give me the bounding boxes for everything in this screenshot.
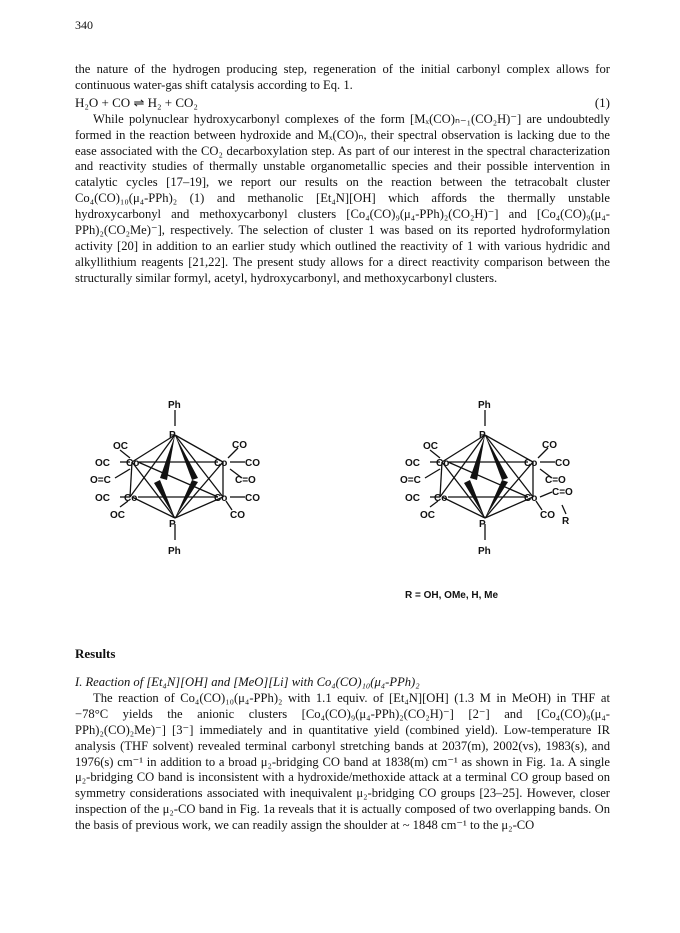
left-ligand-2: CO: [232, 440, 247, 451]
structure-left: [115, 410, 245, 540]
left-p-top: P: [169, 430, 176, 441]
left-co-atom-3: Co: [124, 493, 138, 504]
right-ligand-7: OC: [405, 493, 420, 504]
left-ligand-6: C=O: [235, 475, 256, 486]
right-ligand-9: OC: [420, 510, 435, 521]
left-ligand-1: OC: [113, 441, 128, 452]
left-ligand-3: OC: [95, 458, 110, 469]
equation-1: [75, 95, 610, 111]
right-ph-bottom: Ph: [478, 546, 491, 557]
results-section: [75, 675, 610, 834]
right-co-atom-3: Co: [434, 493, 448, 504]
left-co-atom-4: Co: [214, 493, 228, 504]
left-ligand-10: CO: [230, 510, 245, 521]
results-heading: Results: [75, 646, 116, 661]
structure-right-wedges: [464, 435, 508, 518]
left-ligand-9: OC: [110, 510, 125, 521]
right-p-bottom: P: [479, 519, 486, 530]
cluster-structures-figure: [80, 400, 600, 615]
right-co-atom-4: Co: [524, 493, 538, 504]
right-ligand-10: CO: [540, 510, 555, 521]
right-ligand-3: OC: [405, 458, 420, 469]
left-ph-bottom: Ph: [168, 546, 181, 557]
left-ligand-5: O=C: [90, 475, 111, 486]
left-ligand-8: CO: [245, 493, 260, 504]
right-acyl-label: C=O: [552, 487, 573, 498]
results-subheading: I. Reaction of [Et₄N][OH] and [MeO][Li] with Co₄(CO)₁₀(μ₄-PPh)₂: [75, 675, 420, 689]
right-ligand-2: CO: [542, 440, 557, 451]
intro-section: [75, 62, 610, 287]
left-co-atom-1: Co: [126, 458, 140, 469]
right-ph-top: Ph: [478, 400, 491, 411]
right-ligand-4: CO: [555, 458, 570, 469]
figure-caption: R = OH, OMe, H, Me: [405, 590, 499, 601]
results-paragraph-1: The reaction of Co₄(CO)₁₀(μ₄-PPh)₂ with 1.1 equiv. of [Et₄N][OH] (1.3 M in MeOH) in THF at −78°C yields the anionic clusters [Co₄(CO)₉(μ₄-PPh)₂(CO₂H)⁻] [2⁻] and [Co₄(CO)₉(μ₄-PPh)₂(CO)₂Me)⁻] [3⁻] immediately and in quantitative yield (combined yield). Low-temperature IR analysis (THF solvent) revealed terminal carbonyl stretching bands at 2037(m), 2002(vs), 1983(s), and 1976(s) cm⁻¹ in addition to a broad μ₂-bridging CO band at 1838(m) cm⁻¹ as shown in Fig. 1a. A single μ₂-bridging CO band is inconsistent with a hydroxide/methoxide attack at a terminal CO group based on symmetry considerations associated with inequivalent μ₂-bridging CO groups [23–25]. However, closer inspection of the μ₂-CO band in Fig. 1a reveals that it is actually composed of two overlapping bands. On the basis of previous work, we can readily assign the shoulder at ~ 1848 cm⁻¹ to the μ₂-CO: [75, 690, 610, 833]
left-ph-top: Ph: [168, 400, 181, 411]
page-number: 340: [75, 18, 93, 32]
intro-paragraph-2: While polynuclear hydroxycarbonyl complexes of the form [Mₓ(CO)ₙ₋₁(CO₂H)⁻] are undoubtedly formed in the reaction between hydroxide and Mₓ(CO)ₙ, their spectral observation is lacking due to the ease associated with the CO₂ decarboxylation step. As part of our interest in the spectral characterization and reactivity studies of thermally unstable organometallic species and their possible intervention in catalytic cycles [17–19], we report our results on the reaction between the tetracobalt cluster Co₄(CO)₁₀(μ₄-PPh)₂ (1) and methanolic [Et₄N][OH] which affords the thermally unstable hydroxycarbonyl and methoxycarbonyl clusters [Co₄(CO)₉(μ₄-PPh)₂(CO₂H)⁻] and [Co₄(CO)₉(μ₄-PPh)₂(CO₂Me)⁻], respectively. The selection of cluster 1 was based on its reported hydroformylation activity [20] in addition to an earlier study which outlined the reactivity of 1 with various hydridic and alkyllithium reagents [21,22]. The present study allows for a direct reactivity comparison between the structurally similar formyl, acetyl, hydroxycarbonyl, and methoxycarbonyl clusters.: [75, 111, 610, 285]
right-co-atom-2: Co: [524, 458, 538, 469]
right-p-top: P: [479, 430, 486, 441]
left-co-atom-2: Co: [214, 458, 228, 469]
right-ligand-6: C=O: [545, 475, 566, 486]
right-ligand-1: OC: [423, 441, 438, 452]
cluster-structures-svg: [80, 400, 600, 615]
equation-text: H₂O + CO ⇌ H₂ + CO₂: [75, 94, 198, 110]
structure-left-wedges: [154, 435, 198, 518]
left-p-bottom: P: [169, 519, 176, 530]
right-r-group: R: [562, 516, 570, 527]
equation-number: (1): [594, 94, 610, 110]
left-ligand-4: CO: [245, 458, 260, 469]
right-co-atom-1: Co: [436, 458, 450, 469]
intro-paragraph-1: the nature of the hydrogen producing step, regeneration of the initial carbonyl complex allows for continuous water-gas shift catalysis according to Eq. 1.: [75, 62, 610, 92]
right-ligand-5: O=C: [400, 475, 421, 486]
left-ligand-7: OC: [95, 493, 110, 504]
